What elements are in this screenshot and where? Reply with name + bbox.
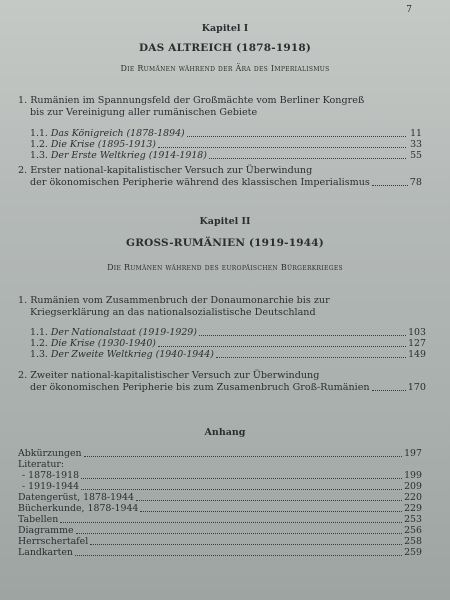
dot-leader (76, 533, 403, 534)
anhang-item[interactable] (18, 525, 422, 536)
anhang-item-page: 256 (404, 525, 422, 536)
dot-leader (75, 555, 402, 556)
chapter1-kapitel: Kapitel I (201, 23, 249, 34)
dot-leader (81, 489, 402, 490)
anhang-item-label: Bücherkunde, 1878-1944 (18, 503, 139, 514)
entry-title: Das Königreich (1878-1894) (50, 128, 185, 139)
dot-leader (90, 544, 402, 545)
entry-title: Der Erste Weltkrieg (1914-1918) (50, 150, 207, 161)
dot-leader (187, 135, 406, 137)
chapter1-section2[interactable] (18, 165, 422, 188)
toc-entry[interactable] (30, 349, 426, 360)
dot-leader (60, 522, 402, 523)
toc-entry[interactable] (30, 150, 422, 161)
dot-leader (81, 478, 402, 479)
chapter2-section2-line1: 2. Zweiter national-kapitalistischer Versuch zur Überwindung (18, 370, 320, 381)
chapter1-section2-line2: der ökonomischen Peripherie während des klassischen Imperialismus (30, 176, 370, 188)
anhang-item[interactable] (18, 481, 422, 492)
anhang-item-page: 197 (404, 448, 422, 459)
anhang-item[interactable] (18, 459, 422, 470)
anhang-item[interactable] (18, 536, 422, 547)
entry-number: 1.2. (30, 139, 48, 150)
entry-page: 127 (408, 338, 426, 349)
chapter1-section1 (18, 95, 364, 118)
dot-leader (84, 456, 403, 457)
anhang-item-page: 258 (404, 536, 422, 547)
chapter2-section1-line1: 1. Rumänien vom Zusammenbruch der Donaumonarchie bis zur (18, 295, 330, 306)
entry-title: Die Krise (1930-1940) (50, 338, 156, 349)
toc-entry[interactable] (30, 139, 422, 150)
anhang-item-label: Datengerüst, 1878-1944 (18, 492, 134, 503)
dot-leader (158, 146, 406, 148)
anhang-item-page: 209 (404, 481, 422, 492)
toc-entry[interactable] (30, 327, 426, 338)
entry-page: 55 (410, 150, 422, 161)
dot-leader (140, 511, 402, 512)
anhang-item[interactable] (18, 547, 422, 558)
chapter1-subtitle: Die Rumänen während der Ära des Imperialismus (120, 64, 330, 73)
entry-number: 1.3. (30, 150, 48, 161)
entry-title: Der Zweite Weltkrieg (1940-1944) (50, 349, 214, 360)
chapter1-section1-line1: 1. Rumänien im Spannungsfeld der Großmächte vom Berliner Kongreß (18, 95, 365, 106)
entry-page: 170 (407, 381, 426, 393)
anhang-item-label: - 1919-1944 (22, 481, 80, 492)
anhang-item[interactable] (18, 503, 422, 514)
anhang-item-page: 229 (404, 503, 422, 514)
entry-number: 1.1. (30, 327, 48, 338)
anhang-title: Anhang (204, 427, 246, 438)
dot-leader (199, 334, 406, 336)
entry-page: 149 (408, 349, 426, 360)
entry-title: Der Nationalstaat (1919-1929) (50, 327, 197, 338)
entry-page: 103 (408, 327, 426, 338)
anhang-item[interactable] (18, 448, 422, 459)
chapter2-section1 (18, 295, 330, 318)
anhang-item-label: Literatur: (18, 459, 65, 470)
chapter2-section1-line2: Kriegserklärung an das nationalsozialistische Deutschland (30, 306, 316, 318)
toc-entry[interactable] (30, 128, 422, 139)
dot-leader (136, 500, 402, 501)
anhang-item-label: Landkarten (18, 547, 73, 558)
anhang-item-label: Abkürzungen (18, 448, 82, 459)
anhang-item-label: Diagramme (18, 525, 74, 536)
dot-leader (372, 390, 406, 391)
chapter1-section1-line2: bis zur Vereinigung aller rumänischen Gebiete (30, 106, 258, 118)
anhang-item-label: - 1878-1918 (22, 470, 80, 481)
chapter2-kapitel: Kapitel II (199, 216, 251, 227)
page-number: 7 (406, 5, 412, 15)
entry-number: 1.1. (30, 128, 48, 139)
entry-page: 78 (409, 176, 422, 188)
chapter2-title: GROSS-RUMÄNIEN (1919-1944) (126, 237, 324, 249)
chapter1-title: DAS ALTREICH (1878-1918) (138, 42, 312, 54)
entry-page: 11 (410, 128, 422, 139)
anhang-item[interactable] (18, 514, 422, 525)
chapter2-subtitle: Die Rumänen während des europäischen Bürgerkrieges (107, 263, 343, 272)
anhang-item-page: 253 (404, 514, 422, 525)
entry-number: 1.2. (30, 338, 48, 349)
dot-leader (216, 356, 406, 358)
entry-number: 1.3. (30, 349, 48, 360)
chapter2-section2-line2: der ökonomischen Peripherie bis zum Zusamenbruch Groß-Rumänien (30, 381, 370, 393)
toc-entry[interactable] (30, 338, 426, 349)
entry-title: Die Krise (1895-1913) (50, 139, 156, 150)
chapter2-section2[interactable] (18, 370, 426, 393)
anhang-item-page: 220 (404, 492, 422, 503)
dot-leader (158, 345, 406, 347)
dot-leader (372, 185, 408, 186)
anhang-item-label: Tabellen (18, 514, 59, 525)
anhang-item-page: 259 (404, 547, 422, 558)
anhang-item-page: 199 (404, 470, 422, 481)
anhang-item-label: Herrschertafel (18, 536, 89, 547)
anhang-item[interactable] (18, 470, 422, 481)
anhang-item[interactable] (18, 492, 422, 503)
entry-page: 33 (410, 139, 422, 150)
dot-leader (209, 157, 406, 159)
chapter1-section2-line1: 2. Erster national-kapitalistischer Versuch zur Überwindung (18, 165, 313, 176)
